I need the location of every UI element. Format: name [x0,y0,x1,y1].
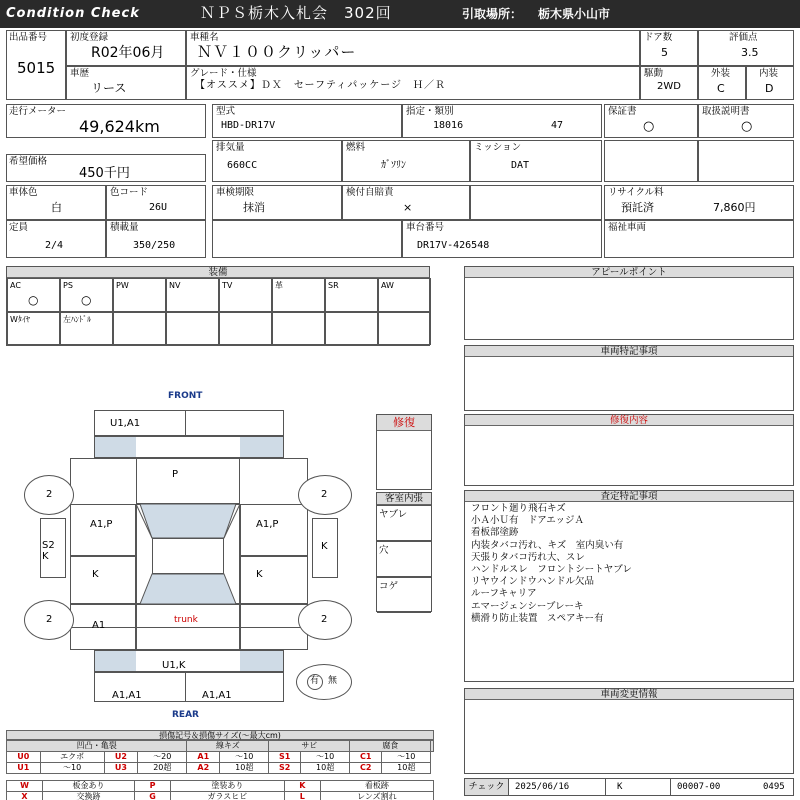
legend-group: 腐食 [350,741,431,752]
equip-row2-label: Wﾀｲﾔ [10,315,30,324]
lot-label: 出品番号 [9,32,48,43]
inspection-notes-panel [464,490,794,682]
repair-header: 修復 [377,415,431,431]
legend-cell: 〜20 [138,752,187,763]
inspection-notes-header: 査定特記事項 [465,491,793,502]
chassis-value: DR17V-426548 [417,240,490,251]
equip-label: AC [10,281,21,290]
header-bar [0,0,800,28]
legend-cell: 10超 [220,763,269,774]
first-reg-label: 初度登録 [70,32,109,43]
capacity-value: 2/4 [45,240,64,251]
welfare-label: 福祉車両 [608,222,647,233]
damage-hood: P [172,469,179,480]
autoparts-box [342,185,470,220]
appeal-header: アピールポイント [465,267,793,278]
legend2-cell: X [7,792,43,800]
spare-tire [296,664,352,700]
recycle-box [604,185,794,220]
color-code-value: 26U [149,202,168,213]
cabin-item [377,505,431,541]
legend2-cell: L [284,792,320,800]
trunk-label: trunk [174,615,198,625]
equip-cell-row2-2 [113,312,166,345]
equip-label: TV [222,281,233,290]
car-name-label: 車種名 [190,32,219,43]
damage-left-rear-door: K [92,569,99,580]
damage-rear-bumper-left: A1,A1 [112,690,142,701]
repair-content-panel [464,414,794,486]
recycle-label: リサイクル料 [608,187,664,198]
inspection-value: 抹消 [243,201,265,214]
mission-box [470,140,602,182]
displacement-box [212,140,342,182]
history-box [66,66,186,100]
legend-cell: U3 [104,763,138,774]
fuel-label: 燃料 [346,142,366,153]
legend-cell: S2 [269,763,301,774]
legend-cell: 20超 [138,763,187,774]
autoparts-label: 検付自賠責 [346,187,394,198]
equip-label: AW [381,281,394,290]
special-panel [464,345,794,411]
equip-cell-4 [219,278,272,312]
equip-cell-row2-0 [7,312,60,345]
inspection-label: 車検期限 [216,187,255,198]
checker: K [617,782,623,792]
rear-label: REAR [172,710,199,720]
front-label: FRONT [168,391,203,401]
spare-has: 有 [310,676,320,686]
fuel-box [342,140,470,182]
recycle-status: 預託済 [621,201,654,214]
check-label: チェック [465,779,509,795]
spare-none: 無 [328,676,338,686]
interior-value: D [765,82,774,95]
inspection-note: 小Ａ小Ｕ有 ドアエッジＡ [471,515,585,527]
wish-price-label: 希望価格 [9,156,48,167]
manual-label: 取扱説明書 [702,106,750,117]
chassis-label: 車台番号 [406,222,445,233]
legend2-cell: レンズ割れ [320,792,433,800]
inspection-box [212,185,342,220]
legend2-cell: ガラスヒビ [171,792,285,800]
legend-group: サビ [269,741,350,752]
special-header: 車両特記事項 [465,346,793,357]
manual-box [698,104,794,138]
equip-cell-1 [60,278,113,312]
legend-cell: U2 [104,752,138,763]
load-value: 350/250 [133,240,176,251]
condition-check-title: Condition Check [6,6,140,21]
blank-box-d [212,220,402,258]
legend-cell: 〜10 [382,752,431,763]
wish-price-box [6,154,206,182]
score-value: 3.5 [741,46,759,59]
legend2-cell: W [7,781,43,792]
doors-label: ドア数 [644,32,673,43]
legend2-cell: P [135,781,171,792]
change-info-header: 車両変更情報 [465,689,793,700]
wish-price-value: 450千円 [79,166,130,181]
pickup-location: 栃木県小山市 [538,7,611,21]
legend2-cell: 板金あり [43,781,135,792]
color-code-box [106,185,206,220]
damage-front: U1,A1 [110,418,141,429]
history-label: 車歴 [70,68,90,79]
change-info-panel [464,688,794,774]
legend-group: 線キズ [187,741,269,752]
cabin-item [377,577,431,613]
check-footer [464,778,794,796]
equip-cell-0 [7,278,60,312]
equip-cell-5 [272,278,325,312]
legend-cell: エクボ [40,752,104,763]
damage-rear-bumper-right: A1,A1 [202,690,232,701]
class-value: 47 [551,120,564,131]
damage-right-step: K [321,541,328,552]
legend2-cell: 塗装あり [171,781,285,792]
equip-cell-row2-1 [60,312,113,345]
cabin-item-label: 穴 [379,545,389,556]
legend-cell: U1 [7,763,41,774]
mission-value: DAT [511,160,530,171]
manual-mark: ○ [741,119,753,134]
body-color-value: 白 [51,201,62,214]
damage-left-step: S2 K [42,540,55,562]
exterior-value: C [717,82,725,95]
model-label: 型式 [216,106,236,117]
equip-mark: ○ [28,293,39,307]
repair-box [376,414,432,490]
warranty-mark: ○ [643,119,655,134]
inspection-note: 看板部塗跡 [471,527,519,539]
inspection-note: 天張りタバコ汚れ大、スレ [471,551,585,563]
auction-title: ＮＰＳ栃木入札会 302回 [200,4,392,22]
load-box [106,220,206,258]
damage-left-front-door: A1,P [90,519,113,530]
equip-cell-2 [113,278,166,312]
legend-cell: 〜10 [40,763,104,774]
mission-label: ミッション [474,142,522,153]
damage-left-rear-quarter: A1 [92,620,106,631]
check-date: 2025/06/16 [515,782,570,792]
legend2-cell: K [284,781,320,792]
exterior-label: 外装 [711,68,731,79]
displacement-label: 排気量 [216,142,245,153]
first-reg-box [66,30,186,66]
damage-right-rear-door: K [256,569,263,580]
odometer-value: 49,624km [79,117,160,136]
tire-rr-value: 2 [321,614,328,625]
car-name-value: ＮＶ１００クリッパー [197,43,357,61]
legend2-cell: 看板跡 [320,781,433,792]
odometer-box [6,104,206,138]
body-color-label: 車体色 [9,187,38,198]
equipment-header: 装備 [7,267,429,278]
designation-box [402,104,602,138]
empty-box-a [604,140,698,182]
inspection-note: 内装タバコ汚れ、キズ 室内臭い有 [471,539,624,551]
tire-rl-value: 2 [46,614,53,625]
grade-value: 【オススメ】ＤＸ セーフティパッケージ Ｈ／Ｒ [195,80,446,91]
lot-box [6,30,66,100]
designation-value: 18016 [433,120,464,131]
equip-cell-row2-4 [219,312,272,345]
fuel-value: ｶﾞｿﾘﾝ [381,160,406,171]
autoparts-value: × [403,201,413,214]
drive-value: 2WD [657,81,681,92]
capacity-label: 定員 [9,222,29,233]
grade-box [186,66,640,100]
damage-legend [6,730,434,800]
legend-table [6,740,434,774]
legend-title: 損傷記号＆損傷サイズ(〜最大cm) [6,730,434,740]
equip-label: PW [116,281,129,290]
recycle-fee: 7,860円 [713,201,756,214]
doors-box [640,30,698,66]
designation-label: 指定・類別 [406,106,454,117]
equip-label: SR [328,281,339,290]
inspection-note: フロント廻り飛石キズ [471,503,566,514]
doors-value: 5 [661,46,668,59]
tire-fr-value: 2 [321,489,328,500]
legend-cell: A1 [187,752,220,763]
legend-cell: C2 [350,763,382,774]
first-reg-value: R02年06月 [91,45,165,61]
equip-cell-3 [166,278,219,312]
displacement-value: 660CC [227,160,258,171]
repair-content-header: 修復内容 [465,415,793,426]
cabin-item [377,541,431,577]
inspection-note: ルーフキャリア [471,588,537,600]
appeal-panel [464,266,794,340]
equip-cell-row2-5 [272,312,325,345]
inspection-note: 横滑り防止装置 スペアキー有 [471,612,604,624]
damage-rear-panel: U1,K [162,660,186,671]
model-value: HBD-DR17V [221,120,276,131]
equip-cell-row2-3 [166,312,219,345]
chassis-box [402,220,602,258]
cabin-item-label: コゲ [379,581,399,592]
equip-label: NV [169,281,181,290]
drive-label: 駆動 [644,68,664,79]
equipment-table [6,266,430,346]
legend-cell: S1 [269,752,301,763]
interior-box [746,66,794,100]
odometer-label: 走行メーター [9,106,67,117]
model-box [212,104,402,138]
equip-cell-row2-6 [325,312,378,345]
equip-row2-label: 左ﾊﾝﾄﾞﾙ [63,315,91,324]
inspection-note: ハンドルスレ フロントシートヤブレ [471,564,632,576]
legend-cell: A2 [187,763,220,774]
legend-table-2 [6,780,434,800]
inspection-note: リヤウインドウハンドル欠品 [471,576,595,588]
grade-label: グレード・仕様 [190,68,257,79]
check-num: 0495 [763,782,785,792]
equip-mark: ○ [81,293,92,307]
legend-cell: U0 [7,752,41,763]
legend-group: 凹凸・亀裂 [7,741,187,752]
score-box [698,30,794,66]
legend-cell: 10超 [301,763,350,774]
history-value: リース [91,81,127,95]
legend2-cell: G [135,792,171,800]
tire-fl-value: 2 [46,489,53,500]
check-code: 00007-00 [677,782,721,792]
exterior-box [698,66,746,100]
blank-box-c [470,185,602,220]
equip-cell-row2-7 [378,312,431,345]
capacity-box [6,220,106,258]
cabin-header: 客室内張 [377,493,431,505]
cabin-box [376,492,432,612]
lot-number: 5015 [17,59,56,77]
empty-box-b [698,140,794,182]
equip-label: PS [63,281,73,290]
interior-label: 内装 [759,68,779,79]
legend-cell: 10超 [382,763,431,774]
car-name-box [186,30,640,66]
score-label: 評価点 [729,32,758,43]
welfare-box [604,220,794,258]
equip-label: 革 [275,281,283,290]
cabin-item-label: ヤブレ [379,509,408,520]
legend2-cell: 交換跡 [43,792,135,800]
equip-cell-6 [325,278,378,312]
legend-cell: 〜10 [301,752,350,763]
warranty-box [604,104,698,138]
inspection-note: エマージェンシーブレーキ [471,600,584,612]
body-color-box [6,185,106,220]
legend-cell: 〜10 [220,752,269,763]
pickup-label: 引取場所： [462,7,523,21]
drive-box [640,66,698,100]
legend-cell: C1 [350,752,382,763]
color-code-label: 色コード [110,187,149,198]
warranty-label: 保証書 [608,106,637,117]
car-diagram [0,380,372,720]
load-label: 積載量 [110,222,139,233]
equip-cell-7 [378,278,431,312]
damage-right-front-door: A1,P [256,519,279,530]
